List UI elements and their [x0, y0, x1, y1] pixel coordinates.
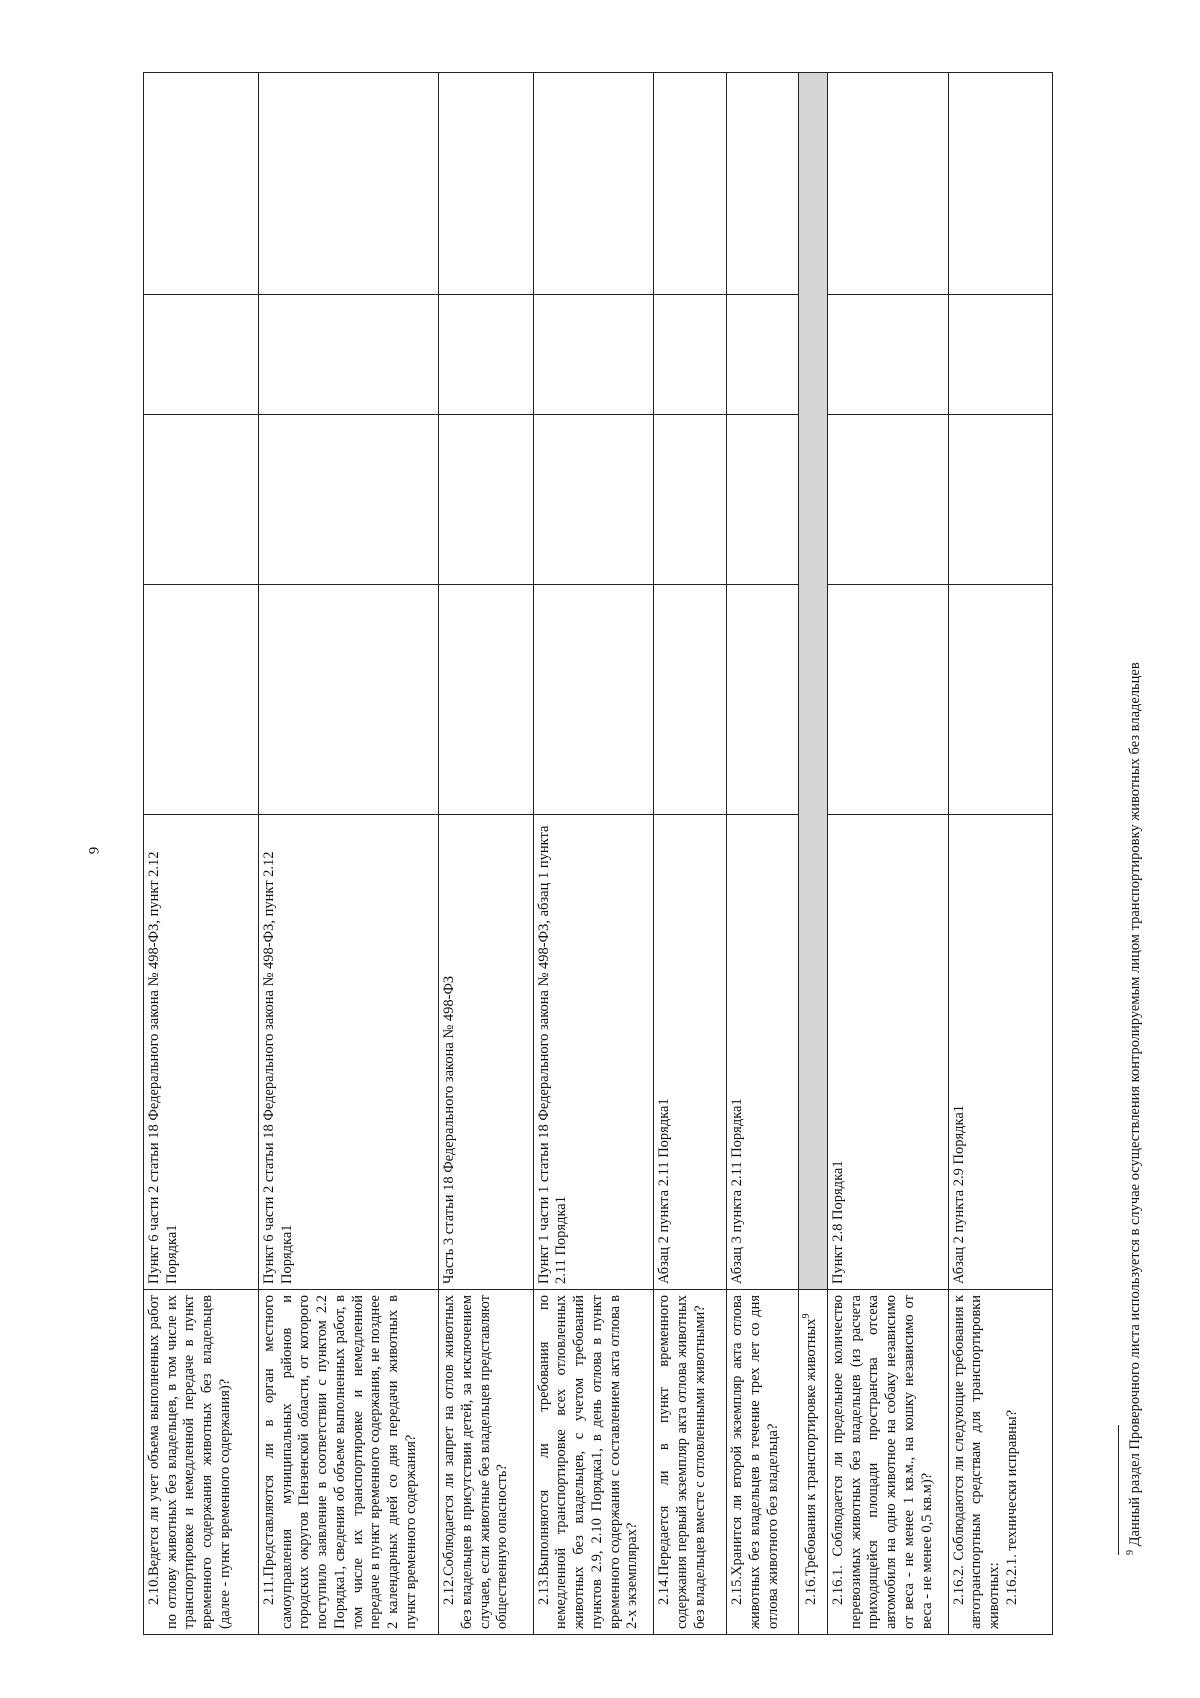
answer-cell	[259, 415, 439, 585]
answer-cell	[948, 295, 1052, 415]
question-cell: 2.12.Соблюдается ли запрет на отлов животных без владельцев в присутствии детей, за исключением случаев, если животные без владельцев представляют общественную опасность?	[439, 1290, 533, 1635]
answer-cell	[439, 295, 533, 415]
reference-cell: Пункт 6 части 2 статьи 18 Федерального закона № 498-ФЗ, пункт 2.12 Порядка1	[259, 815, 439, 1290]
answer-cell	[948, 585, 1052, 815]
table-row	[259, 73, 439, 1635]
answer-cell	[439, 585, 533, 815]
answer-cell	[727, 73, 799, 295]
answer-cell	[144, 585, 259, 815]
question-cell: 2.15.Хранится ли второй экземпляр акта отлова животных без владельцев в течение трех лет со дня отлова животного без владельца?	[727, 1290, 799, 1635]
reference-cell: Абзац 2 пункта 2.9 Порядка1	[948, 815, 1052, 1290]
reference-cell: Абзац 3 пункта 2.11 Порядка1	[727, 815, 799, 1290]
question-cell	[948, 1290, 1052, 1635]
question-cell: 2.11.Представляются ли в орган местного самоуправления муниципальных районов и городских округов Пензенской области, от которого поступило заявление в соответствии с пунктом 2.2 Порядка1, сведения об объеме выполненных работ, в том числе их транспортировке и немедленной передаче в пункт временного содержания, не позднее 2 календарных дней со дня передачи животных в пункт временного содержания?	[259, 1290, 439, 1635]
answer-cell	[259, 73, 439, 295]
answer-cell	[144, 415, 259, 585]
footnote	[1125, 73, 1144, 1555]
reference-cell: Пункт 1 части 1 статьи 18 Федерального закона № 498-ФЗ, абзац 1 пункта 2.11 Порядка1	[533, 815, 654, 1290]
answer-cell	[828, 295, 949, 415]
question-cell: 2.16.1. Соблюдается ли предельное количество перевозимых животных без владельцев (из расчета приходящейся площади пространства отсека автомобиля на одно животное на собаку независимо от веса - не менее 1 кв.м., на кошку независимо от веса - не менее 0,5 кв.м)?	[828, 1290, 949, 1635]
checklist-table	[143, 72, 1053, 1635]
sub-question-text: 2.16.2.1. технически исправны?	[1003, 1409, 1020, 1605]
section-title: 2.16.Требования к транспортировке животных	[802, 1318, 819, 1605]
table-row	[727, 73, 799, 1635]
answer-cell	[727, 585, 799, 815]
checklist-table-container	[143, 73, 1053, 1635]
footnote-separator	[1118, 1425, 1119, 1555]
table-row	[948, 73, 1052, 1635]
answer-cell	[533, 295, 654, 415]
reference-cell: Пункт 2.8 Порядка1	[828, 815, 949, 1290]
table-row	[533, 73, 654, 1635]
question-cell: 2.13.Выполняются ли требования по немедленной транспортировке всех отловленных животных без владельцев, с учетом требований пунктов 2.9, 2.10 Порядка1, в день отлова в пункт временного содержания с составлением акта отлова в 2-х экземплярах?	[533, 1290, 654, 1635]
answer-cell	[439, 415, 533, 585]
answer-cell	[654, 73, 727, 295]
footnote-mark: 9	[1125, 1550, 1136, 1555]
question-text: 2.16.2. Соблюдаются ли следующие требования к автотранспортным средствам для транспортировки животных:	[950, 1295, 1003, 1629]
reference-cell: Часть 3 статьи 18 Федерального закона № 498-ФЗ	[439, 815, 533, 1290]
answer-cell	[654, 295, 727, 415]
answer-cell	[259, 585, 439, 815]
page-number: 9	[86, 846, 103, 855]
answer-cell	[533, 585, 654, 815]
answer-cell	[828, 73, 949, 295]
answer-cell	[259, 295, 439, 415]
answer-cell	[533, 415, 654, 585]
answer-cell	[727, 415, 799, 585]
answer-cell	[439, 73, 533, 295]
reference-cell: Пункт 6 части 2 статьи 18 Федерального закона № 498-ФЗ, пункт 2.12 Порядка1	[144, 815, 259, 1290]
answer-cell	[144, 295, 259, 415]
answer-cell	[144, 73, 259, 295]
section-header-row	[798, 73, 827, 1635]
section-title-cell	[798, 1290, 827, 1635]
table-row	[144, 73, 259, 1635]
footnote-marker: 9	[800, 1313, 812, 1319]
answer-cell	[533, 73, 654, 295]
table-row	[439, 73, 533, 1635]
question-cell: 2.10.Ведется ли учет объема выполненных работ по отлову животных без владельцев, в том числе их транспортировке и немедленной передаче в пункт временного содержания животных без владельцев (далее - пункт временного содержания)?	[144, 1290, 259, 1635]
question-cell: 2.14.Передается ли в пункт временного содержания первый экземпляр акта отлова животных без владельцев вместе с отловленными животными?	[654, 1290, 727, 1635]
answer-cell	[828, 585, 949, 815]
answer-cell	[654, 585, 727, 815]
answer-cell	[828, 415, 949, 585]
section-shaded-cell	[798, 73, 827, 1290]
answer-cell	[948, 73, 1052, 295]
footnote-block	[1118, 73, 1144, 1635]
table-row	[828, 73, 949, 1635]
answer-cell	[727, 295, 799, 415]
reference-cell: Абзац 2 пункта 2.11 Порядка1	[654, 815, 727, 1290]
answer-cell	[654, 415, 727, 585]
answer-cell	[948, 415, 1052, 585]
table-row	[654, 73, 727, 1635]
footnote-text: Данный раздел Проверочного листа используется в случае осуществления контролируемым лицом транспортировку животных без владельцев	[1126, 662, 1143, 1547]
